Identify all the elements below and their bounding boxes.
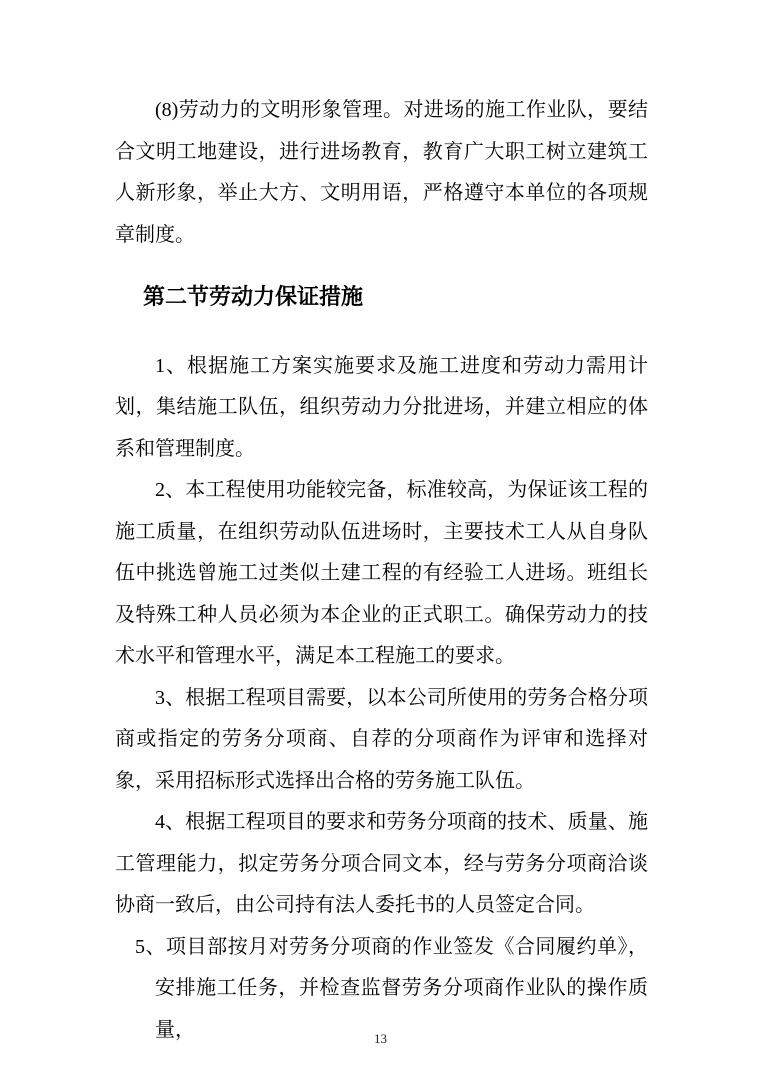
numbered-paragraph-3: 3、根据工程项目需要，以本公司所使用的劳务合格分项商或指定的劳务分项商、自荐的分项商作为评审和选择对象，采用招标形式选择出合格的劳务施工队伍。 (115, 686, 648, 792)
page-content (115, 90, 648, 1051)
page-number: 13 (374, 1031, 387, 1046)
section-heading: 第二节劳动力保证措施 (143, 284, 364, 309)
numbered-paragraph-1: 1、根据施工方案实施要求及施工进度和劳动力需用计划，集结施工队伍，组织劳动力分批进场，并建立相应的体系和管理制度。 (115, 354, 648, 460)
numbered-paragraph-2: 2、本工程使用功能较完备，标准较高，为保证该工程的施工质量，在组织劳动队伍进场时，主要技术工人从自身队伍中挑选曾施工过类似土建工程的有经验工人进场。班组长及特殊工种人员必须为本企业的正式职工。确保劳动力的技术水平和管理水平，满足本工程施工的要求。 (115, 479, 648, 667)
numbered-paragraph-4: 4、根据工程项目的要求和劳务分项商的技术、质量、施工管理能力，拟定劳务分项合同文本，经与劳务分项商洽谈协商一致后，由公司持有法人委托书的人员签定合同。 (115, 811, 648, 916)
numbered-paragraph-5: 5、项目部按月对劳务分项商的作业签发《合同履约单》，安排施工任务，并检查监督劳务分项商作业队的操作质量， (135, 935, 648, 1041)
intro-paragraph: (8)劳动力的文明形象管理。对进场的施工作业队，要结合文明工地建设，进行进场教育，教育广大职工树立建筑工人新形象，举止大方、文明用语，严格遵守本单位的各项规章制度。 (115, 99, 648, 246)
